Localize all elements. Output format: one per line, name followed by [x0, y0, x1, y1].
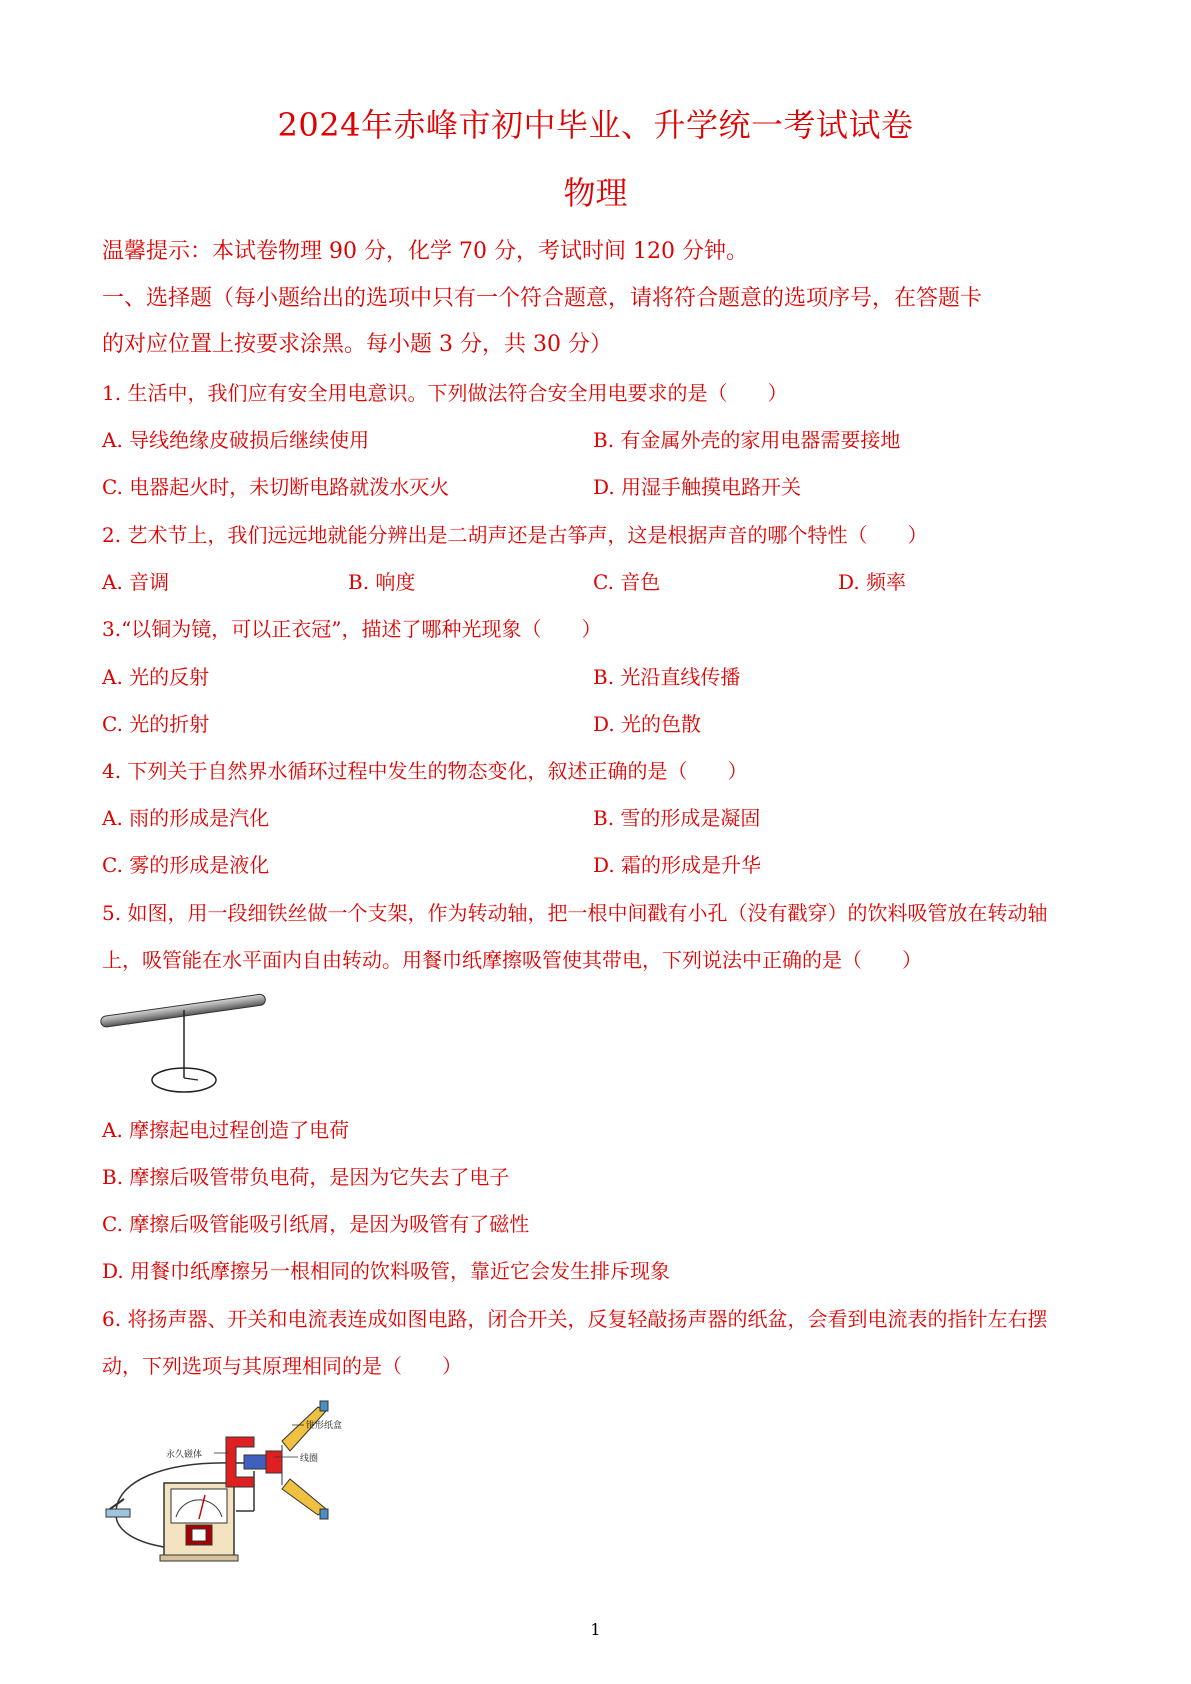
q5-option-b: B. 摩擦后吸管带负电荷，是因为它失去了电子 [102, 1165, 510, 1189]
straw [100, 994, 266, 1028]
exam-title: 2024年赤峰市初中毕业、升学统一考试试卷 [277, 106, 914, 144]
question-6-stem-cont: 动，下列选项与其原理相同的是（ ） [102, 1354, 462, 1378]
q4-option-a: A. 雨的形成是汽化 [102, 806, 270, 830]
q2-option-d: D. 频率 [838, 570, 907, 594]
q2-option-a: A. 音调 [102, 570, 170, 594]
section-heading: 一、选择题（每小题给出的选项中只有一个符合题意，请将符合题意的选项序号，在答题卡 [102, 286, 983, 311]
q4-option-b: B. 雪的形成是凝固 [593, 806, 761, 830]
page-number: 1 [590, 1620, 601, 1639]
q4-option-d: D. 霜的形成是升华 [593, 853, 762, 877]
section-heading-cont: 的对应位置上按要求涂黑。每小题 3 分，共 30 分） [102, 332, 612, 357]
question-1-stem: 1. 生活中，我们应有安全用电意识。下列做法符合安全用电要求的是（ ） [102, 381, 788, 405]
straw-on-pivot-figure [98, 990, 270, 1096]
q2-option-c: C. 音色 [593, 570, 661, 594]
q4-option-c: C. 雾的形成是液化 [102, 853, 270, 877]
question-6-stem: 6. 将扬声器、开关和电流表连成如图电路，闭合开关，反复轻敲扬声器的纸盆，会看到电流表的指针左右摆 [102, 1307, 1048, 1331]
subject-title: 物理 [563, 174, 628, 212]
permanent-magnet [226, 1437, 282, 1487]
speaker-ammeter-circuit-figure [104, 1395, 344, 1565]
question-2-stem: 2. 艺术节上，我们远远地就能分辨出是二胡声还是古筝声，这是根据声音的哪个特性（ ） [102, 523, 928, 547]
label-permanent-magnet: 永久磁体 [166, 1450, 203, 1460]
question-4-stem: 4. 下列关于自然界水循环过程中发生的物态变化，叙述正确的是（ ） [102, 759, 748, 783]
question-5-stem: 5. 如图，用一段细铁丝做一个支架，作为转动轴，把一根中间戳有小孔（没有戳穿）的饮料吸管放在转动轴 [102, 901, 1048, 925]
q1-option-d: D. 用湿手触摸电路开关 [593, 475, 802, 499]
q1-option-b: B. 有金属外壳的家用电器需要接地 [593, 428, 901, 452]
q5-option-d: D. 用餐巾纸摩擦另一根相同的饮料吸管，靠近它会发生排斥现象 [102, 1259, 671, 1283]
q3-option-c: C. 光的折射 [102, 712, 210, 736]
q3-option-a: A. 光的反射 [102, 665, 210, 689]
q2-option-b: B. 响度 [348, 570, 416, 594]
label-coil: 线圈 [300, 1454, 319, 1464]
question-5-stem-cont: 上，吸管能在水平面内自由转动。用餐巾纸摩擦吸管使其带电，下列说法中正确的是（ ） [102, 948, 922, 972]
question-3-stem: 3.“以铜为镜，可以正衣冠”，描述了哪种光现象（ ） [102, 617, 602, 641]
ammeter [160, 1483, 238, 1561]
notice: 温馨提示：本试卷物理 90 分，化学 70 分，考试时间 120 分钟。 [102, 239, 748, 264]
q5-option-a: A. 摩擦起电过程创造了电荷 [102, 1118, 350, 1142]
q3-option-b: B. 光沿直线传播 [593, 665, 741, 689]
label-cone: 锥形纸盒 [306, 1421, 343, 1431]
q5-option-c: C. 摩擦后吸管能吸引纸屑，是因为吸管有了磁性 [102, 1212, 530, 1236]
q1-option-a: A. 导线绝缘皮破损后继续使用 [102, 428, 370, 452]
q3-option-d: D. 光的色散 [593, 712, 702, 736]
q1-option-c: C. 电器起火时，未切断电路就泼水灭火 [102, 475, 450, 499]
